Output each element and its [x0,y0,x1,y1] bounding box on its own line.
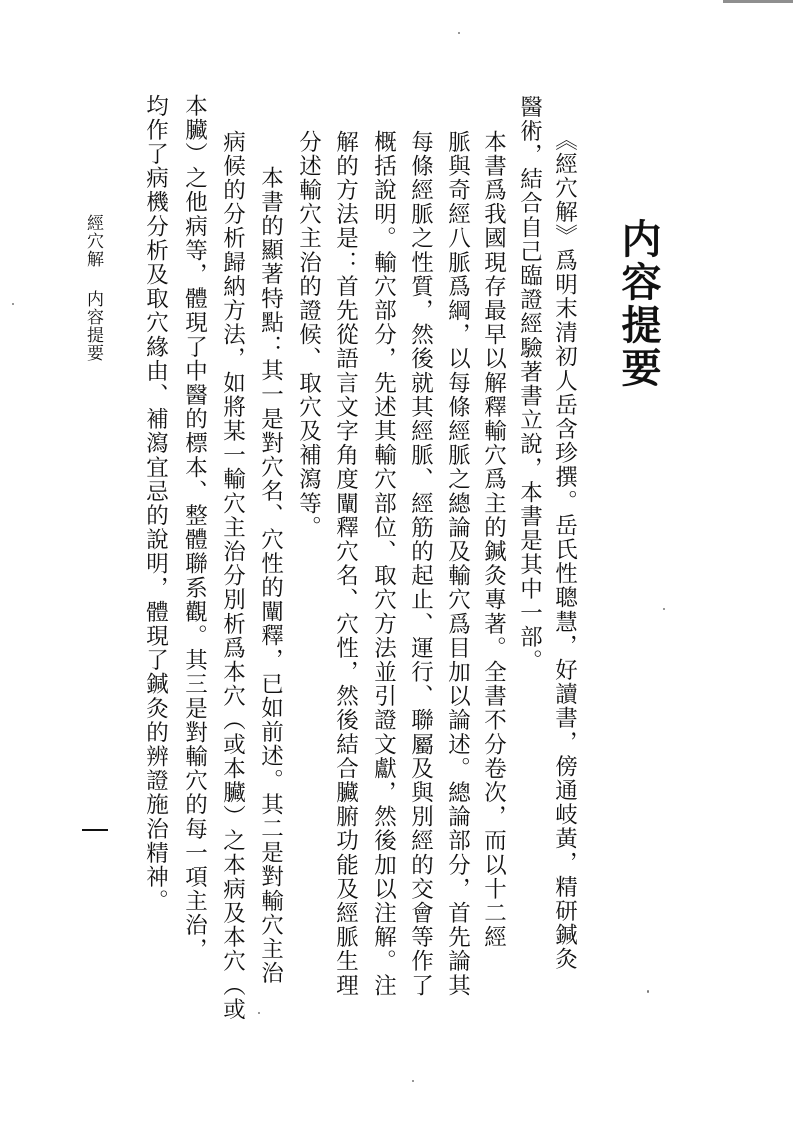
scan-speck [647,990,649,993]
running-header-book: 經穴解 [83,214,103,268]
page-number [82,829,108,831]
text-column-4: 脈與奇經八脈爲綱，以每條經脈之總論及輸穴爲目加以論述。總論部分，首先論其 [444,130,471,998]
running-header-section: 内容提要 [83,290,103,362]
scan-speck [663,608,665,610]
scan-speck [12,303,14,305]
running-header [84,214,101,362]
text-column-2: 醫術，結合自己臨證經驗著書立說，本書是其中一部。 [516,95,543,674]
text-column-9: 本書的顯著特點：其一是對穴名、穴性的闡釋，已如前述。其二是對輸穴主治 [257,166,284,986]
scan-speck [258,1012,260,1014]
text-column-8: 分述輸穴主治的證候、取穴及補瀉等。 [295,130,322,540]
page-title: 内容提要 [615,218,662,390]
text-column-10: 病候的分析歸納方法，如將某一輸穴主治分別析爲本穴（或本臟）之本病及本穴（或 [219,130,246,1022]
scan-speck [458,32,460,34]
text-column-1: 《經穴解》爲明末清初人岳含珍撰。岳氏性聰慧，好讀書，傍通岐黃，精研鍼灸 [551,128,578,972]
text-column-7: 解的方法是：首先從語言文字角度闡釋穴名、穴性，然後結合臟腑功能及經脈生理 [332,130,359,998]
text-column-3: 本書爲我國現存最早以解釋輸穴爲主的鍼灸專著。全書不分卷次，而以十二經 [480,130,507,950]
text-column-11: 本臟）之他病等，體現了中醫的標本、整體聯系觀。其三是對輸穴的每一項主治， [181,94,208,962]
text-column-6: 概括說明。輸穴部分，先述其輸穴部位、取穴方法並引證文獻，然後加以注解。注 [370,130,397,998]
scan-speck [412,1080,414,1082]
text-column-12: 均作了病機分析及取穴緣由、補瀉宜忌的說明，體現了鍼灸的辨證施治精神。 [142,94,169,914]
text-column-5: 每條經脈之性質，然後就其經脈、經筋的起止、運行、聯屬及與別經的交會等作了 [407,130,434,998]
scan-edge-mark [723,0,793,3]
